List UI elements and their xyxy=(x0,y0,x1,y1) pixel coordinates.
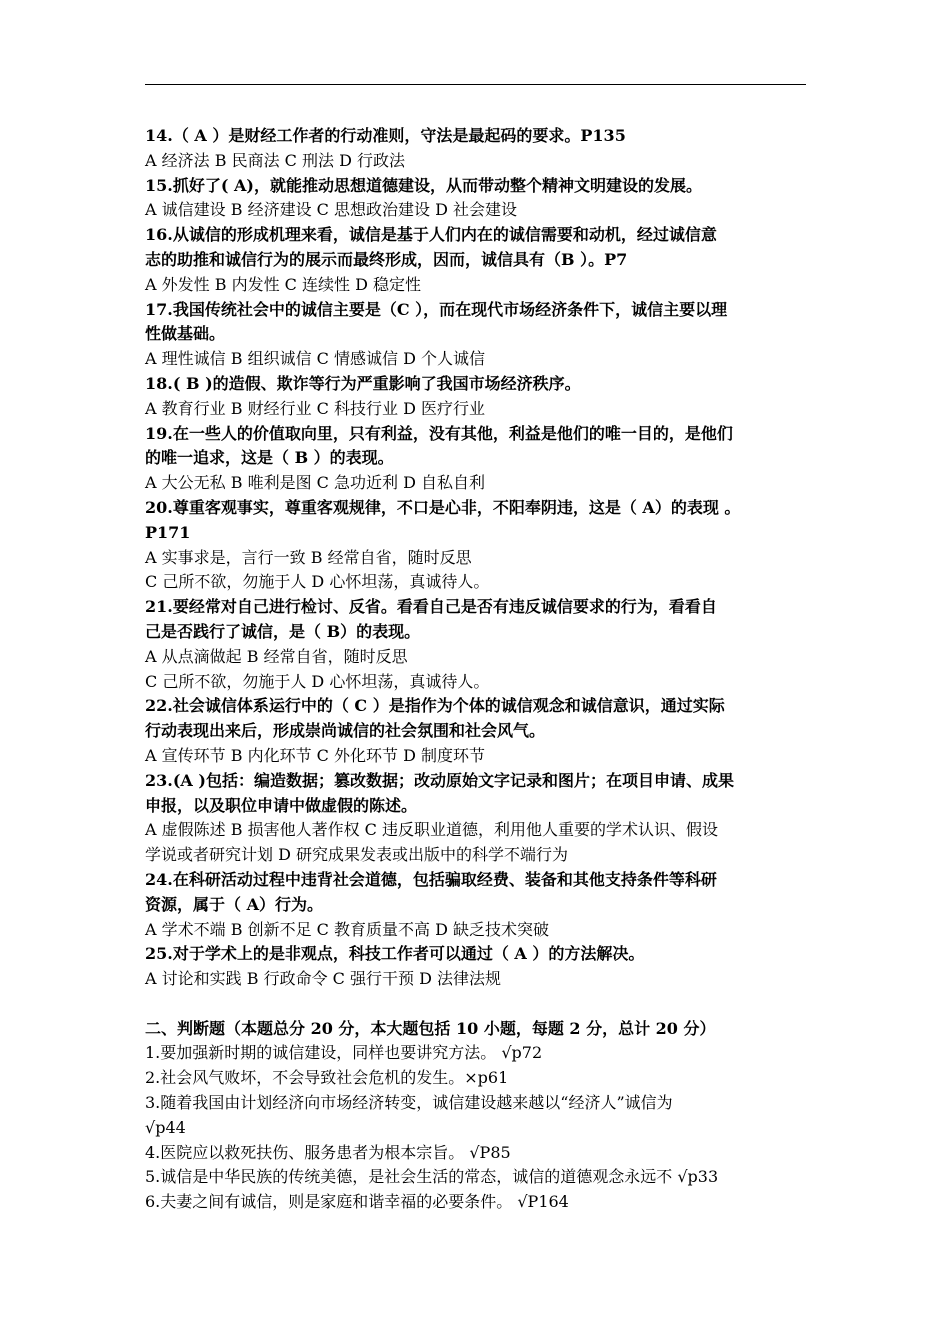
text-line: A 教育行业 B 财经行业 C 科技行业 D 医疗行业 xyxy=(145,398,485,418)
question-line: 21.要经常对自己进行检讨、反省。看看自己是否有违反诚信要求的行为，看看自 xyxy=(145,597,717,617)
question-line: 20.尊重客观事实，尊重客观规律，不口是心非，不阳奉阴违，这是（ A）的表现 。 xyxy=(145,497,741,517)
text-line: A 理性诚信 B 组织诚信 C 情感诚信 D 个人诚信 xyxy=(145,349,485,369)
question-line: 22.社会诚信体系运行中的（ C ）是指作为个体的诚信观念和诚信意识，通过实际 xyxy=(145,696,725,716)
question-line: 的唯一追求，这是（ B ）的表现。 xyxy=(145,448,394,468)
question-line: 15.抓好了( A)，就能推动思想道德建设，从而带动整个精神文明建设的发展。 xyxy=(145,175,702,195)
text-line xyxy=(145,992,810,1017)
text-line: A 经济法 B 民商法 C 刑法 D 行政法 xyxy=(145,150,405,170)
question-line: 己是否践行了诚信，是（ B）的表现。 xyxy=(145,621,421,641)
text-line: 4.医院应以救死扶伤、服务患者为根本宗旨。 √P85 xyxy=(145,1142,511,1162)
text-line: A 实事求是，言行一致 B 经常自省，随时反思 xyxy=(145,547,472,567)
text-line: A 虚假陈述 B 损害他人著作权 C 违反职业道德，利用他人重要的学术认识、假设 xyxy=(145,820,718,840)
document-body xyxy=(145,124,810,1215)
text-line: A 大公无私 B 唯利是图 C 急功近利 D 自私自利 xyxy=(145,473,485,493)
text-line: √p44 xyxy=(145,1117,186,1137)
text-line: 5.诚信是中华民族的传统美德，是社会生活的常态，诚信的道德观念永远不 √p33 xyxy=(145,1167,719,1187)
text-line: A 外发性 B 内发性 C 连续性 D 稳定性 xyxy=(145,274,421,294)
question-line: 14.（ A ）是财经工作者的行动准则，守法是最起码的要求。P135 xyxy=(145,126,626,145)
header-rule xyxy=(145,84,806,85)
question-line: 资源，属于（ A）行为。 xyxy=(145,894,323,914)
question-line: 性做基础。 xyxy=(145,324,226,344)
text-line: A 讨论和实践 B 行政命令 C 强行干预 D 法律法规 xyxy=(145,969,501,989)
text-line: A 学术不端 B 创新不足 C 教育质量不高 D 缺乏技术突破 xyxy=(145,919,549,939)
text-line: 1.要加强新时期的诚信建设，同样也要讲究方法。 √p72 xyxy=(145,1043,543,1063)
text-line: 6.夫妻之间有诚信，则是家庭和谐幸福的必要条件。 √P164 xyxy=(145,1192,569,1212)
question-line: P171 xyxy=(145,522,191,542)
question-line: 19.在一些人的价值取向里，只有利益，没有其他，利益是他们的唯一目的，是他们 xyxy=(145,423,733,443)
text-line: 2.社会风气败坏，不会导致社会危机的发生。×p61 xyxy=(145,1068,509,1088)
question-line: 16.从诚信的形成机理来看，诚信是基于人们内在的诚信需要和动机，经过诚信意 xyxy=(145,225,717,245)
text-line: C 己所不欲，勿施于人 D 心怀坦荡，真诚待人。 xyxy=(145,572,490,592)
text-line: C 己所不欲，勿施于人 D 心怀坦荡，真诚待人。 xyxy=(145,671,490,691)
text-line: 学说或者研究计划 D 研究成果发表或出版中的科学不端行为 xyxy=(145,845,569,865)
question-line: 志的助推和诚信行为的展示而最终形成，因而，诚信具有（B ）。P7 xyxy=(145,249,628,269)
text-line: A 从点滴做起 B 经常自省，随时反思 xyxy=(145,646,408,666)
question-line: 二、判断题（本题总分 20 分，本大题包括 10 小题，每题 2 分，总计 20 分） xyxy=(145,1018,716,1038)
question-line: 25.对于学术上的是非观点，科技工作者可以通过（ A ）的方法解决。 xyxy=(145,944,645,964)
question-line: 24.在科研活动过程中违背社会道德，包括骗取经费、装备和其他支持条件等科研 xyxy=(145,869,717,889)
text-line: A 宣传环节 B 内化环节 C 外化环节 D 制度环节 xyxy=(145,745,485,765)
question-line: 23.(A )包括：编造数据；篡改数据；改动原始文字记录和图片；在项目申请、成果 xyxy=(145,770,734,790)
question-line: 18.( B )的造假、欺诈等行为严重影响了我国市场经济秩序。 xyxy=(145,373,581,393)
question-line: 17.我国传统社会中的诚信主要是（C ），而在现代市场经济条件下，诚信主要以理 xyxy=(145,299,728,319)
text-line: A 诚信建设 B 经济建设 C 思想政治建设 D 社会建设 xyxy=(145,200,517,220)
question-line: 行动表现出来后，形成崇尚诚信的社会氛围和社会风气。 xyxy=(145,721,546,741)
text-line: 3.随着我国由计划经济向市场经济转变，诚信建设越来越以“经济人”诚信为 xyxy=(145,1093,673,1113)
question-line: 申报，以及职位申请中做虚假的陈述。 xyxy=(145,795,418,815)
